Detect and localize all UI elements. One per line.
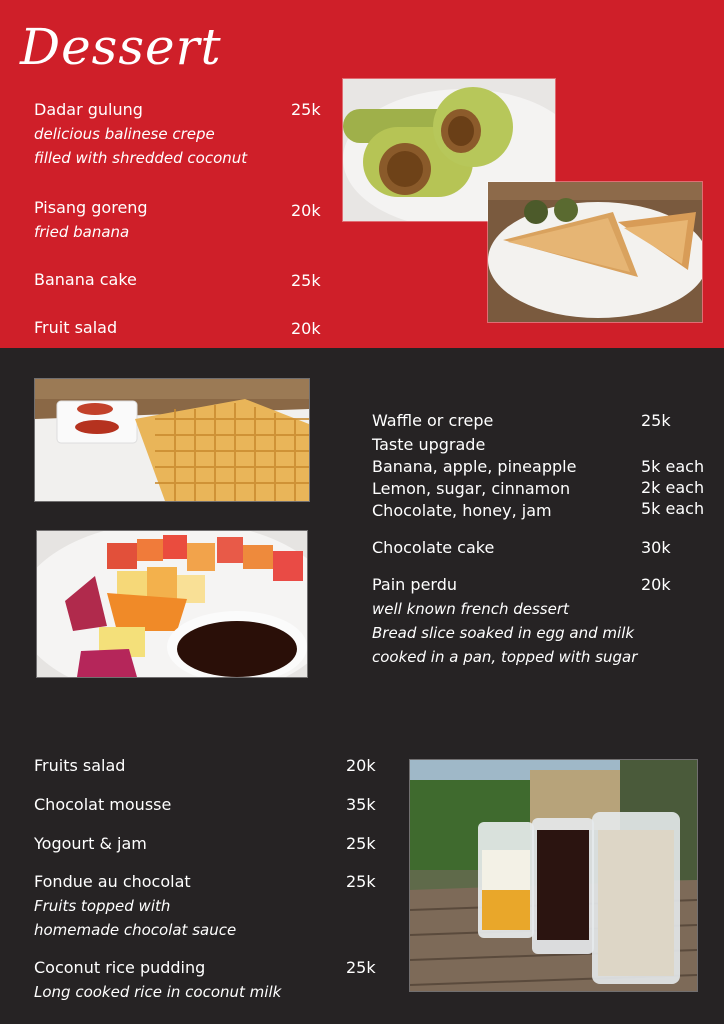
fruit-fondue-photo: [36, 530, 308, 678]
upgrade-title: Taste upgrade: [372, 435, 486, 454]
upgrade-item-name: Chocolate, honey, jam: [372, 501, 552, 520]
menu-item-name: Fruit salad: [34, 318, 118, 337]
menu-item-description: Long cooked rice in coconut milk: [34, 983, 282, 1001]
dessert-glasses-photo: [409, 759, 698, 992]
menu-item-price: 25k: [291, 100, 321, 119]
menu-item-name: Chocolate cake: [372, 538, 495, 557]
menu-item-price: 20k: [641, 575, 671, 594]
menu-item-description: fried banana: [34, 223, 130, 241]
menu-item-price: 25k: [346, 872, 376, 891]
waffle-photo: [34, 378, 310, 502]
upgrade-item-price: 5k each: [641, 499, 705, 518]
menu-item-name: Banana cake: [34, 270, 137, 289]
menu-item-name: Fondue au chocolat: [34, 872, 191, 891]
menu-item-name: Yogourt & jam: [34, 834, 147, 853]
menu-item-price: 25k: [346, 958, 376, 977]
menu-item-description: Bread slice soaked in egg and milk: [372, 624, 635, 642]
menu-item-name: Waffle or crepe: [372, 411, 494, 430]
menu-item-price: 20k: [346, 756, 376, 775]
menu-item-price: 25k: [641, 411, 671, 430]
menu-item-description: well known french dessert: [372, 600, 569, 618]
upgrade-item-name: Lemon, sugar, cinnamon: [372, 479, 571, 498]
menu-item-price: 25k: [291, 271, 321, 290]
upgrade-item-name: Banana, apple, pineapple: [372, 457, 577, 476]
menu-item-price: 20k: [291, 319, 321, 338]
menu-item-description: cooked in a pan, topped with sugar: [372, 648, 638, 666]
menu-item-name: Dadar gulung: [34, 100, 143, 119]
menu-item-name: Fruits salad: [34, 756, 126, 775]
pisang-goreng-photo: [487, 181, 703, 323]
menu-item-description: delicious balinese crepe: [34, 125, 215, 143]
menu-item-price: 25k: [346, 834, 376, 853]
menu-item-description: filled with shredded coconut: [34, 149, 248, 167]
upgrade-item-price: 5k each: [641, 457, 705, 476]
upgrade-item-price: 2k each: [641, 478, 705, 497]
menu-item-description: Fruits topped with: [34, 897, 171, 915]
menu-item-name: Coconut rice pudding: [34, 958, 206, 977]
menu-item-name: Pisang goreng: [34, 198, 148, 217]
menu-item-price: 35k: [346, 795, 376, 814]
menu-item-name: Pain perdu: [372, 575, 457, 594]
menu-item-description: homemade chocolat sauce: [34, 921, 237, 939]
page-title: Dessert: [20, 18, 222, 76]
menu-item-name: Chocolat mousse: [34, 795, 172, 814]
menu-item-price: 20k: [291, 201, 321, 220]
menu-item-price: 30k: [641, 538, 671, 557]
